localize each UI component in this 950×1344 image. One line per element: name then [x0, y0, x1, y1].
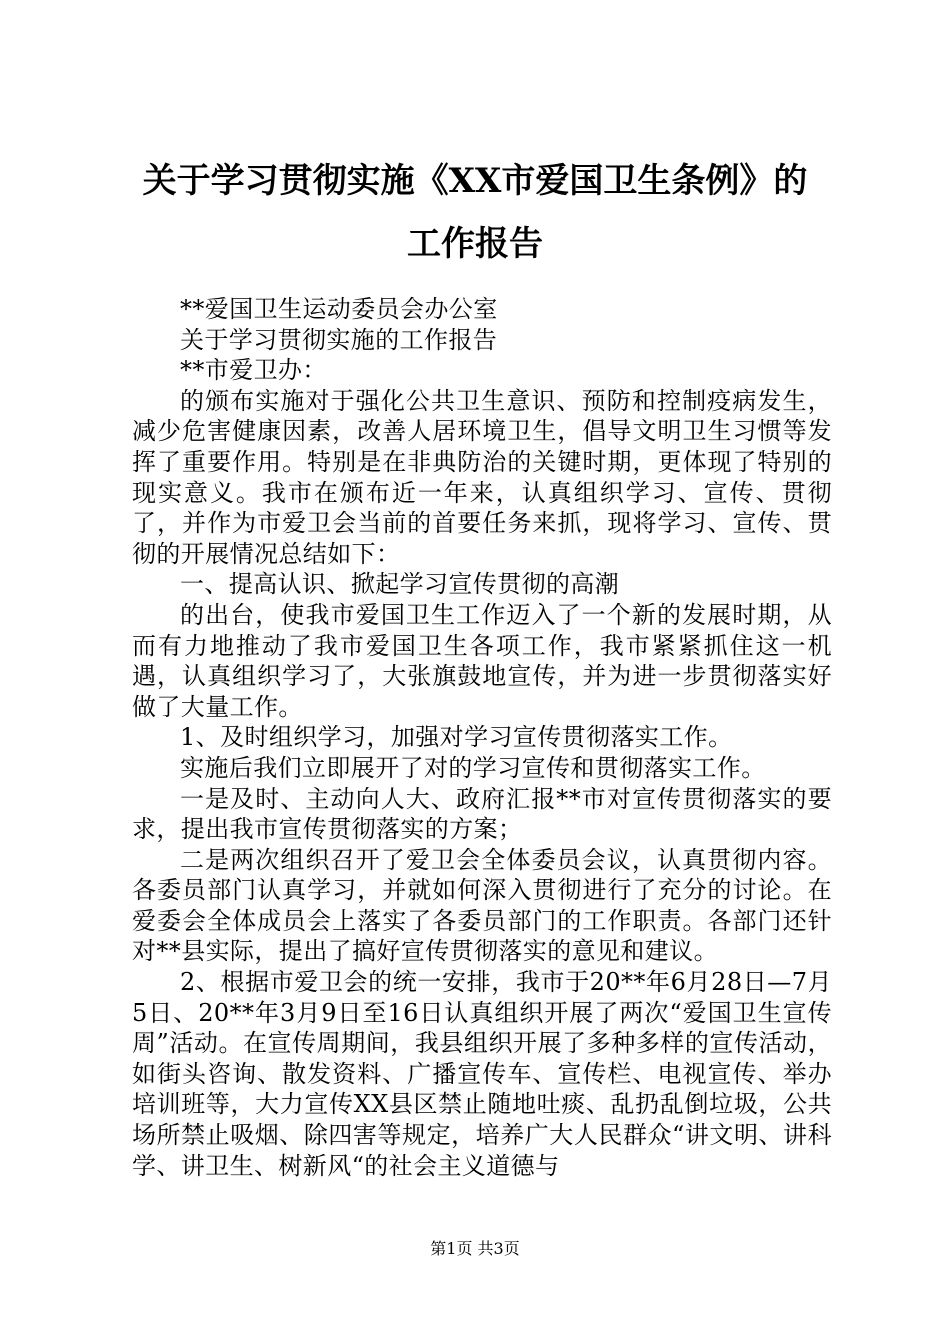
page-footer: 第1页 共3页 — [430, 1239, 520, 1258]
paragraph: 的颁布实施对于强化公共卫生意识、预防和控制疫病发生，减少危害健康因素，改善人居环境卫生，倡导文明卫生习惯等发挥了重要作用。特别是在非典防治的关键时期，更体现了特别的现实意义。我市在颁布近一年来，认真组织学习、宣传、贯彻了，并作为市爱卫会当前的首要任务来抓，现将学习、宣传、贯彻的开展情况总结如下： — [132, 386, 832, 568]
section-heading: 一、提高认识、掀起学习宣传贯彻的高潮 — [180, 570, 620, 599]
document-title-line-2: 工作报告 — [407, 224, 543, 264]
paragraph: 实施后我们立即展开了对的学习宣传和贯彻落实工作。 — [180, 753, 766, 782]
document-title-line-1: 关于学习贯彻实施《XX市爱国卫生条例》的 — [142, 161, 808, 201]
paragraph: 的出台，使我市爱国卫生工作迈入了一个新的发展时期，从而有力地推动了我市爱国卫生各项工作，我市紧紧抓住这一机遇，认真组织学习了，大张旗鼓地宣传，并为进一步贯彻落实好做了大量工作。 — [132, 600, 832, 721]
paragraph-subject: 关于学习贯彻实施的工作报告 — [180, 325, 498, 354]
paragraph-sender: **爱国卫生运动委员会办公室 — [180, 295, 498, 323]
document-body — [132, 294, 832, 1181]
paragraph: 二是两次组织召开了爱卫会全体委员会议，认真贯彻内容。各委员部门认真学习，并就如何深入贯彻进行了充分的讨论。在爱委会全体成员会上落实了各委员部门的工作职责。各部门还针对**县实际，提出了搞好宣传贯彻落实的意见和建议。 — [132, 845, 832, 966]
paragraph: 2、根据市爱卫会的统一安排，我市于20**年6月28日—7月5日、20**年3月9日至16日认真组织开展了两次“爱国卫生宣传周”活动。在宣传周期间，我县组织开展了多种多样的宣传活动，如街头咨询、散发资料、广播宣传车、宣传栏、电视宣传、举办培训班等，大力宣传XX县区禁止随地吐痰、乱扔乱倒垃圾，公共场所禁止吸烟、除四害等规定，培养广大人民群众“讲文明、讲科学、讲卫生、树新风“的社会主义道德与 — [132, 968, 832, 1180]
paragraph-recipient: **市爱卫办： — [180, 356, 327, 385]
paragraph: 一是及时、主动向人大、政府汇报**市对宣传贯彻落实的要求，提出我市宣传贯彻落实的方案； — [132, 784, 832, 844]
subsection-heading: 1、及时组织学习，加强对学习宣传贯彻落实工作。 — [180, 723, 733, 752]
